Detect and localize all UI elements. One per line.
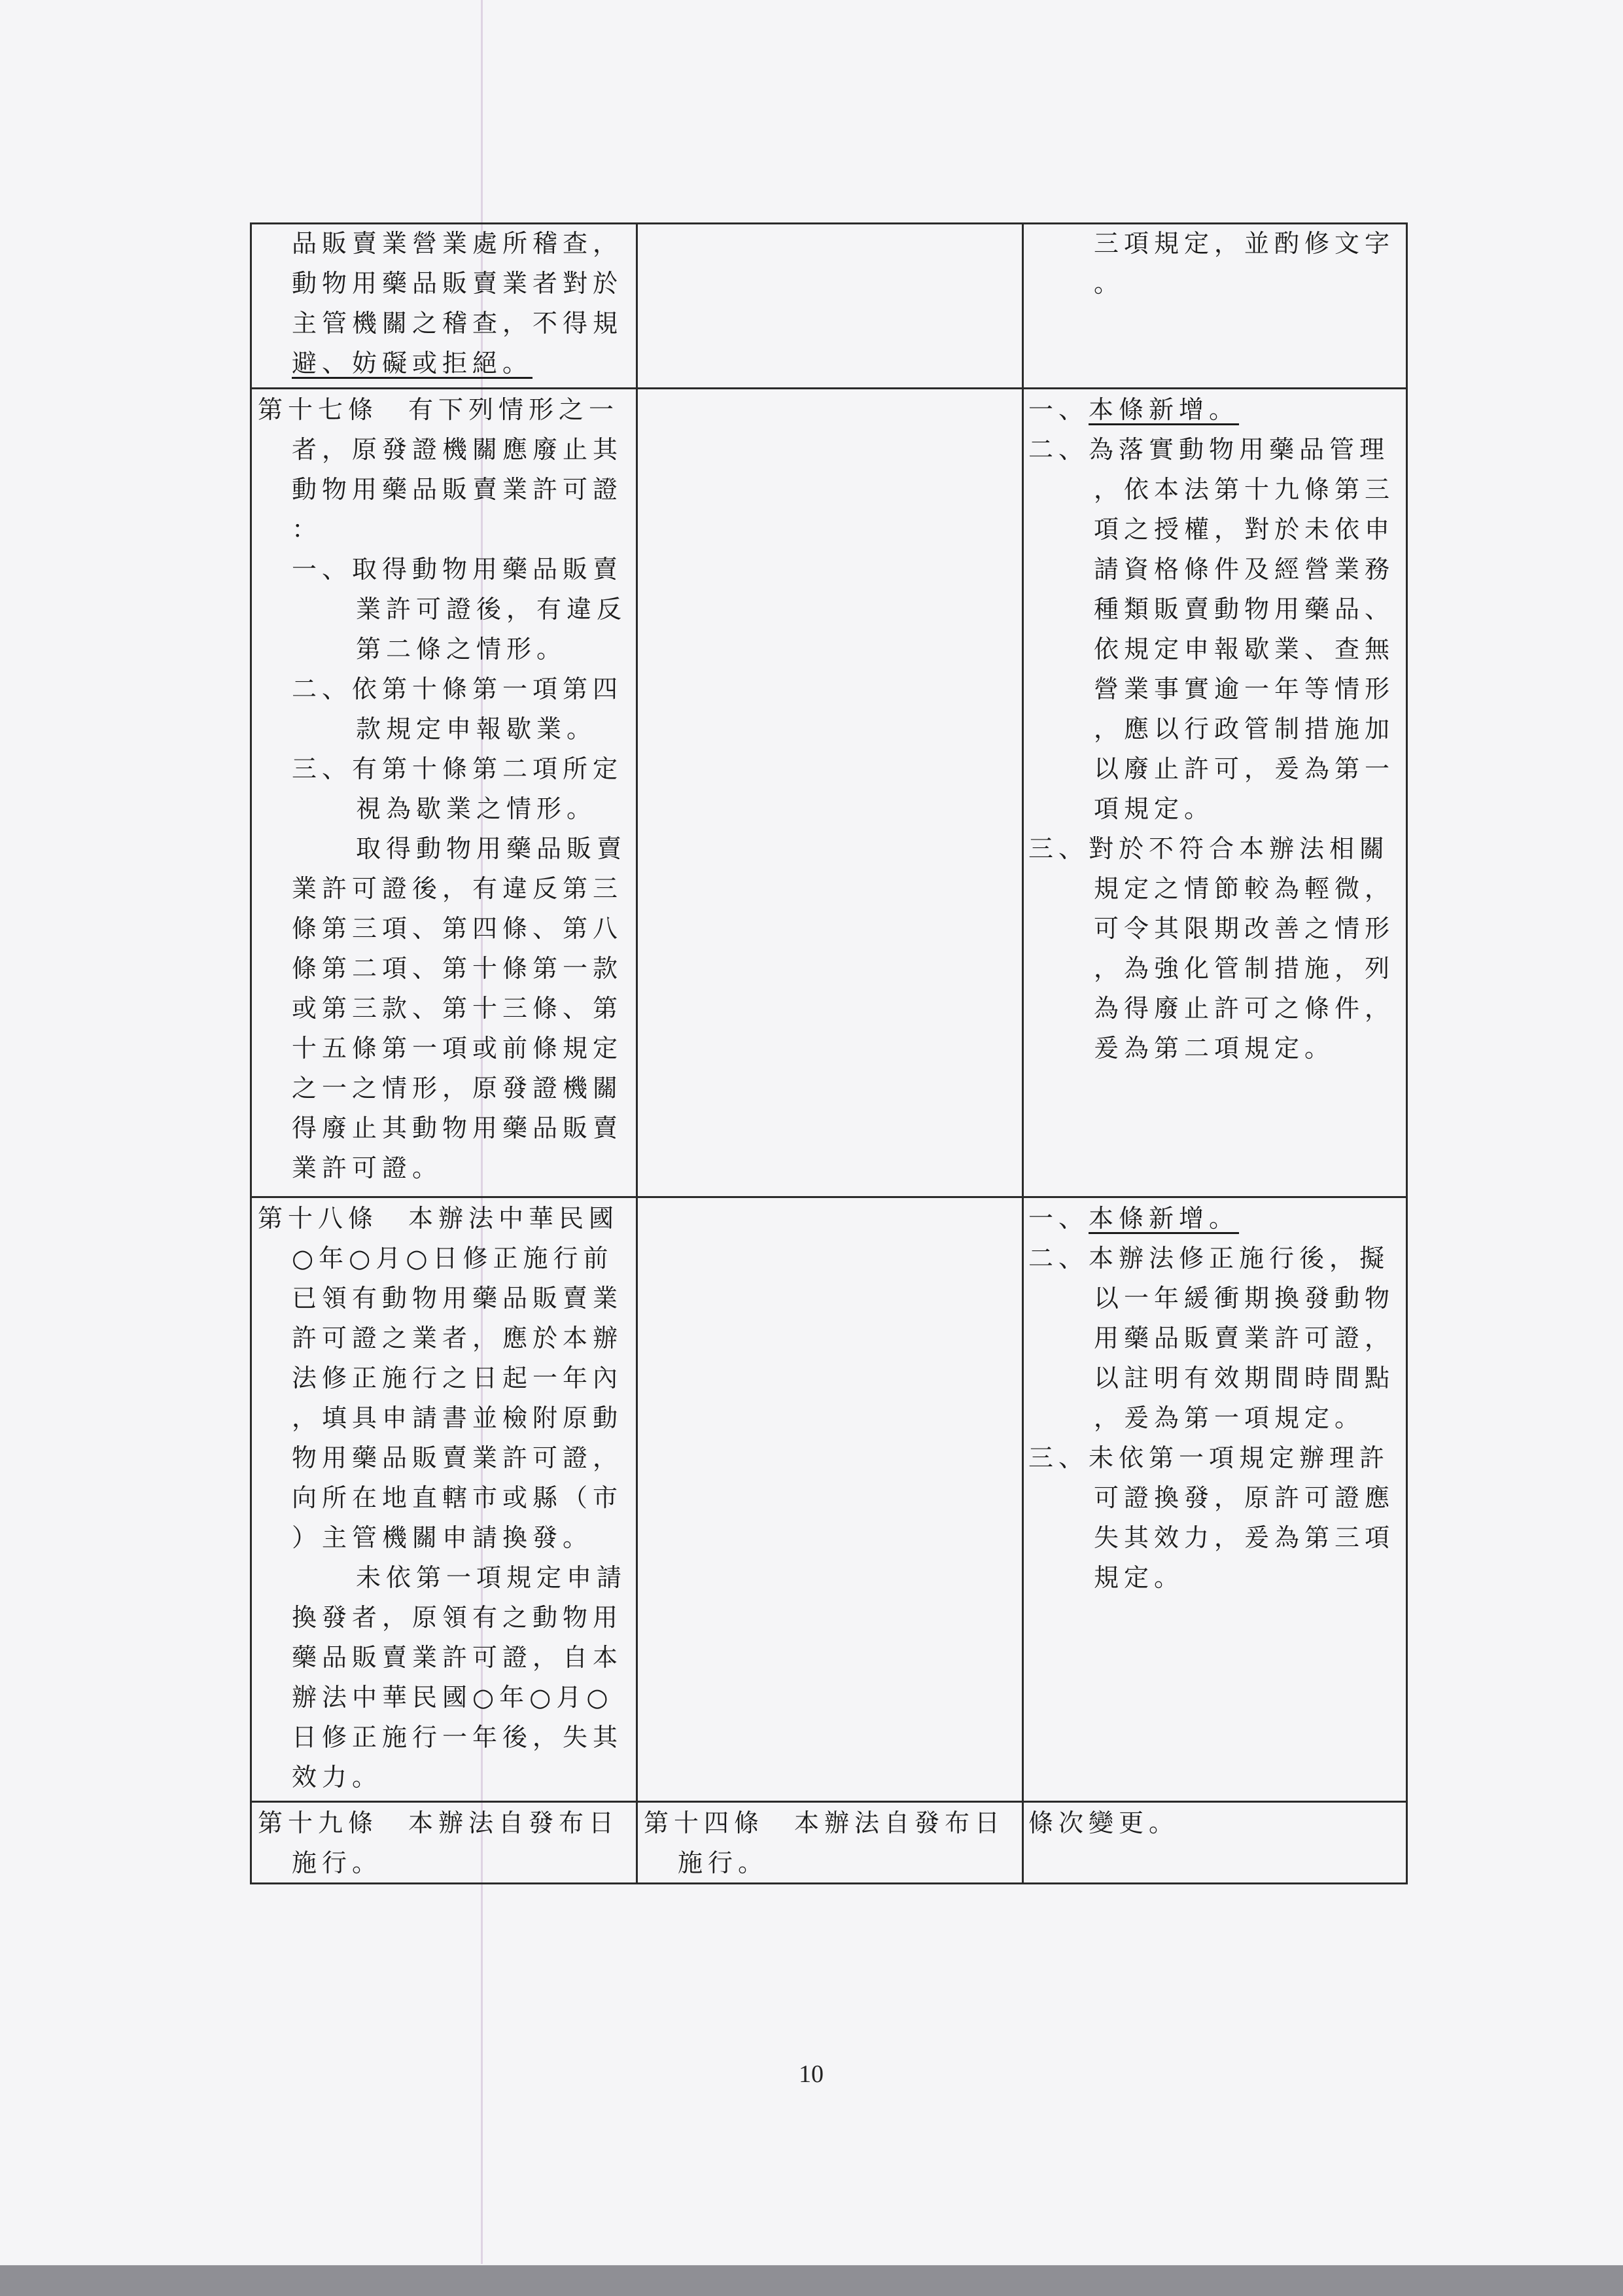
text-line: 營業事實逾一年等情形 bbox=[1094, 675, 1395, 703]
text-line: 主管機關之稽查，不得規 bbox=[292, 309, 623, 338]
row3-left-cell bbox=[258, 1199, 634, 1797]
text-line: 項規定。 bbox=[1094, 794, 1215, 823]
text-line: 視為歇業之情形。 bbox=[356, 794, 597, 823]
row1-right-cell bbox=[1028, 224, 1405, 304]
text-line: 施行。 bbox=[678, 1848, 769, 1877]
text-line: 規定之情節較為輕微， bbox=[1094, 874, 1395, 903]
note-item bbox=[1028, 829, 1405, 869]
item-number: 三、 bbox=[292, 754, 353, 783]
text-line: 款規定申報歇業。 bbox=[356, 715, 597, 743]
text-line: ，依本法第十九條第三 bbox=[1094, 475, 1395, 504]
text-line: 可令其限期改善之情形 bbox=[1094, 914, 1395, 943]
text-line: ○年○月○日修正施行前 bbox=[292, 1244, 614, 1273]
row-divider-2 bbox=[250, 1196, 1408, 1198]
note-item bbox=[1028, 1239, 1405, 1279]
text-line: 業許可證後，有違反 bbox=[356, 595, 627, 624]
text-line: 以廢止許可，爰為第一 bbox=[1094, 754, 1395, 783]
item-number: 三、 bbox=[1028, 1443, 1089, 1472]
comparison-table bbox=[250, 222, 1408, 1884]
text-line: 本條新增。 bbox=[1089, 1204, 1240, 1233]
text-line: 業許可證後，有違反第三 bbox=[292, 874, 623, 903]
text-line: 條第三項、第四條、第八 bbox=[292, 914, 623, 943]
text-line: 。 bbox=[1094, 269, 1125, 298]
text-line: ，填具申請書並檢附原動 bbox=[292, 1404, 623, 1432]
note-item bbox=[1028, 1438, 1405, 1478]
row-divider-3 bbox=[250, 1801, 1408, 1803]
text-line: 對於不符合本辦法相關 bbox=[1089, 834, 1390, 863]
item-number: 二、 bbox=[1028, 435, 1089, 464]
text-line: 辦法中華民國○年○月○ bbox=[292, 1683, 614, 1712]
text-line: 施行。 bbox=[292, 1848, 383, 1877]
item-number: 一、 bbox=[1028, 395, 1089, 424]
text-line: 法修正施行之日起一年內 bbox=[292, 1364, 623, 1392]
text-line: 動物用藥品販賣業者對於 bbox=[292, 269, 623, 298]
item-number: 一、 bbox=[292, 555, 353, 584]
table-border-right bbox=[1406, 222, 1408, 1884]
text-line: 依規定申報歇業、查無 bbox=[1094, 635, 1395, 663]
text-line: 日修正施行一年後，失其 bbox=[292, 1723, 623, 1752]
text-line: 用藥品販賣業許可證， bbox=[1094, 1324, 1395, 1352]
article-heading: 第十七條 有下列情形之一 bbox=[258, 395, 620, 424]
list-item bbox=[258, 749, 634, 789]
text-line: 動物用藥品販賣業許可證 bbox=[292, 475, 623, 504]
row3-right-cell bbox=[1028, 1199, 1405, 1598]
text-line: 爰為第二項規定。 bbox=[1094, 1034, 1335, 1063]
text-line: 種類販賣動物用藥品、 bbox=[1094, 595, 1395, 624]
page-number: 10 bbox=[799, 2060, 824, 2088]
row-divider-1 bbox=[250, 387, 1408, 389]
text-line: 物用藥品販賣業許可證， bbox=[292, 1443, 623, 1472]
text-line: 效力。 bbox=[292, 1763, 383, 1792]
row2-right-cell bbox=[1028, 390, 1405, 1069]
note-item bbox=[1028, 390, 1405, 430]
item-number: 二、 bbox=[292, 675, 353, 703]
text-line: 本條新增。 bbox=[1089, 395, 1240, 424]
list-item bbox=[258, 669, 634, 709]
item-number: 三、 bbox=[1028, 834, 1089, 863]
row1-left-cell bbox=[258, 224, 634, 383]
text-line: 為得廢止許可之條件， bbox=[1094, 994, 1395, 1023]
text-line: 三項規定，並酌修文字 bbox=[1094, 229, 1395, 258]
text-line: 項之授權，對於未依申 bbox=[1094, 515, 1395, 544]
text-line: 已領有動物用藥品販賣業 bbox=[292, 1284, 623, 1313]
text-line: 十五條第一項或前條規定 bbox=[292, 1034, 623, 1063]
text-line: 或第三款、第十三條、第 bbox=[292, 994, 623, 1023]
text-line: 未依第一項規定申請 bbox=[356, 1563, 627, 1592]
text-line: 以一年緩衝期換發動物 bbox=[1094, 1284, 1395, 1313]
row4-left-cell bbox=[258, 1803, 634, 1883]
note-item bbox=[1028, 1199, 1405, 1239]
row4-middle-cell bbox=[644, 1803, 1020, 1883]
text-line: 依第十條第一項第四 bbox=[352, 675, 623, 703]
text-line: ，爰為第一項規定。 bbox=[1094, 1404, 1365, 1432]
text-line: ）主管機關申請換發。 bbox=[292, 1523, 593, 1552]
text-line: 條次變更。 bbox=[1028, 1809, 1179, 1837]
scanner-edge bbox=[0, 2265, 1623, 2296]
text-line: ，為強化管制措施，列 bbox=[1094, 954, 1395, 983]
list-item bbox=[258, 550, 634, 590]
text-line: 為落實動物用藥品管理 bbox=[1089, 435, 1390, 464]
text-line: 品販賣業營業處所稽查， bbox=[292, 229, 623, 258]
text-line: 之一之情形，原發證機關 bbox=[292, 1074, 623, 1103]
text-line: 未依第一項規定辦理許 bbox=[1089, 1443, 1390, 1472]
text-line: 向所在地直轄市或縣（市 bbox=[292, 1483, 623, 1512]
note-item bbox=[1028, 430, 1405, 470]
text-line: 請資格條件及經營業務 bbox=[1094, 555, 1395, 584]
text-line: 業許可證。 bbox=[292, 1154, 443, 1182]
text-line: 得廢止其動物用藥品販賣 bbox=[292, 1114, 623, 1142]
text-line: 取得動物用藥品販賣 bbox=[352, 555, 623, 584]
text-line: 者，原發證機關應廢止其 bbox=[292, 435, 623, 464]
text-line: 許可證之業者，應於本辦 bbox=[292, 1324, 623, 1352]
text-line: ，應以行政管制措施加 bbox=[1094, 715, 1395, 743]
row2-left-cell bbox=[258, 390, 634, 1188]
article-heading: 第十八條 本辦法中華民國 bbox=[258, 1204, 620, 1233]
text-line: 取得動物用藥品販賣 bbox=[356, 834, 627, 863]
text-line: 條第二項、第十條第一款 bbox=[292, 954, 623, 983]
item-number: 二、 bbox=[1028, 1244, 1089, 1273]
text-line: 第二條之情形。 bbox=[356, 635, 567, 663]
text-line: 失其效力，爰為第三項 bbox=[1094, 1523, 1395, 1552]
text-line: 藥品販賣業許可證，自本 bbox=[292, 1643, 623, 1672]
text-line: 可證換發，原許可證應 bbox=[1094, 1483, 1395, 1512]
item-number: 一、 bbox=[1028, 1204, 1089, 1233]
text-line: 本辦法修正施行後，擬 bbox=[1089, 1244, 1390, 1273]
text-line: 有第十條第二項所定 bbox=[352, 754, 623, 783]
text-line: 換發者，原領有之動物用 bbox=[292, 1603, 623, 1632]
table-divider-2 bbox=[1022, 222, 1024, 1884]
table-divider-1 bbox=[636, 222, 638, 1884]
text-line: 避、妨礙或拒絕。 bbox=[292, 349, 533, 378]
text-line: ： bbox=[292, 515, 323, 544]
article-heading: 第十九條 本辦法自發布日 bbox=[258, 1809, 620, 1837]
text-line: 以註明有效期間時間點 bbox=[1094, 1364, 1395, 1392]
row4-right-cell bbox=[1028, 1803, 1405, 1843]
text-line: 規定。 bbox=[1094, 1563, 1185, 1592]
article-heading: 第十四條 本辦法自發布日 bbox=[644, 1809, 1005, 1837]
table-border-left bbox=[250, 222, 252, 1884]
